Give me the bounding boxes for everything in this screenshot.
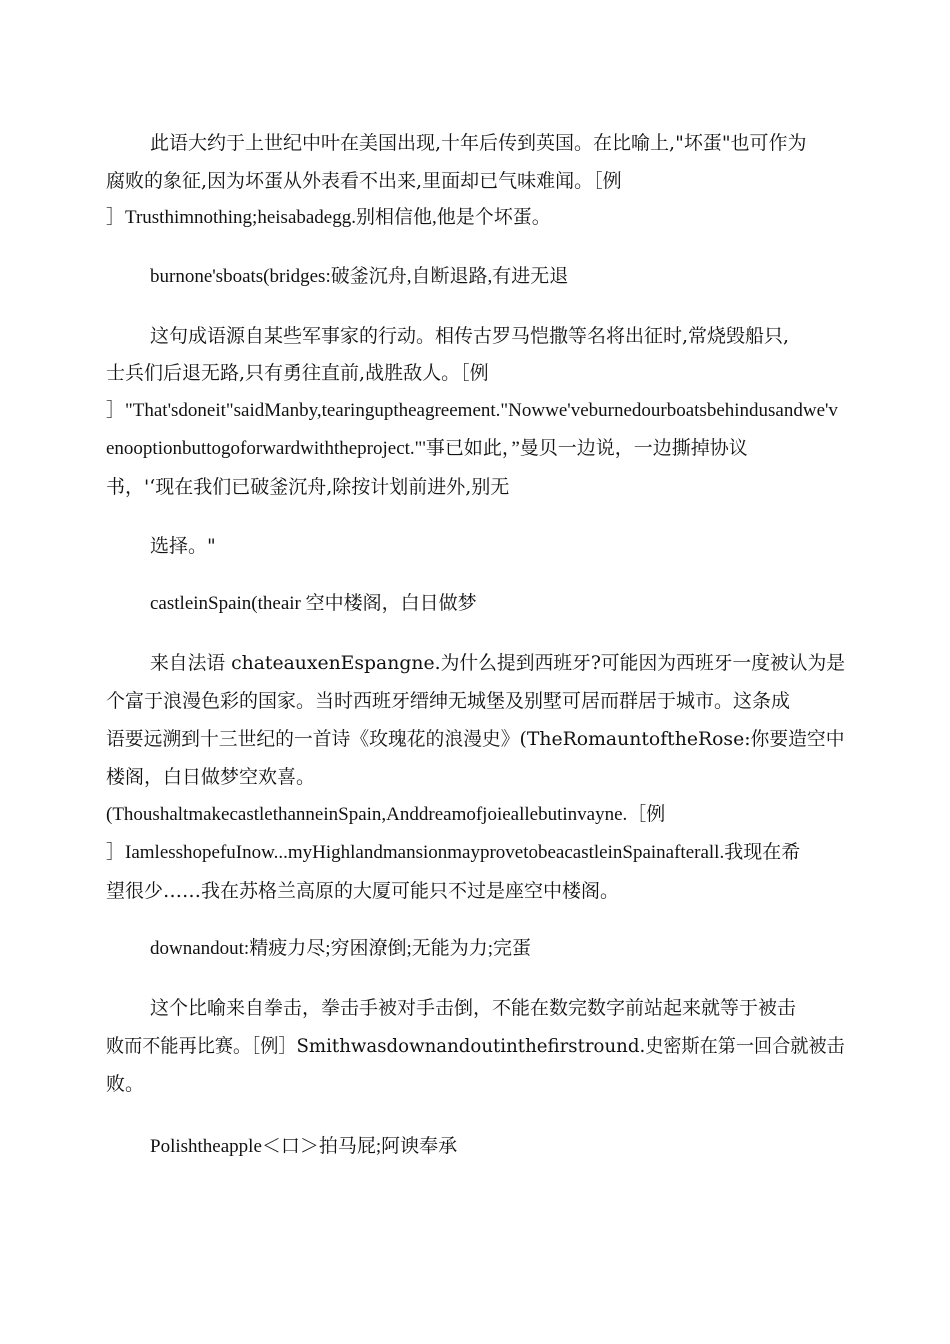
text-line: enooptionbuttogoforwardwiththeproject."'事已如此，”曼贝一边说，一边撕掉协议 (106, 438, 748, 459)
text-line: 腐败的象征,因为坏蛋从外表看不出来,里面却已气味难闻。［例 (106, 170, 622, 192)
heading-line: burnone'sboats(bridges:破釜沉舟,自断退路,有进无退 (150, 266, 569, 287)
text-line: 个富于浪漫色彩的国家。当时西班牙缙绅无城堡及别墅可居而群居于城市。这条成 (106, 690, 791, 712)
heading-line: castleinSpain(theair 空中楼阁，白日做梦 (150, 593, 477, 614)
text-line: 来自法语 chateauxenEspangne.为什么提到西班牙?可能因为西班牙一度被认为是 (150, 652, 846, 674)
text-line: 选择。" (150, 535, 216, 557)
text-line: 望很少……我在苏格兰高原的大厦可能只不过是座空中楼阁。 (106, 880, 620, 902)
text-line: 败。 (106, 1073, 145, 1095)
text-line: (ThoushaltmakecastlethanneinSpain,Anddreamofjoieallebutinvayne.［例 (106, 804, 666, 825)
text-line: 楼阁，白日做梦空欢喜。 (106, 766, 316, 788)
heading-line: downandout:精疲力尽;穷困潦倒;无能为力;完蛋 (150, 938, 532, 959)
text-line: ］Trusthimnothing;heisabadegg.别相信他,他是个坏蛋。 (106, 207, 551, 228)
text-line: 这个比喻来自拳击，拳击手被对手击倒，不能在数完数字前站起来就等于被击 (150, 997, 797, 1019)
heading-line: Polishtheapple＜口＞拍马屁;阿谀奉承 (150, 1136, 458, 1157)
text-line: ］"That'sdoneit"saidManby,tearinguptheagreement."Nowwe'veburnedourboatsbehindusandwe'v (106, 400, 838, 421)
text-line: 书，'‘现在我们已破釜沉舟,除按计划前进外,别无 (106, 476, 510, 498)
text-line: 语要远溯到十三世纪的一首诗《玫瑰花的浪漫史》(TheRomauntoftheRose:你要造空中 (106, 728, 845, 750)
text-line: 败而不能再比赛。［例］Smithwasdownandoutinthefirstround.史密斯在第一回合就被击 (106, 1035, 845, 1057)
text-line: 此语大约于上世纪中叶在美国出现,十年后传到英国。在比喻上,"坏蛋"也可作为 (150, 132, 807, 154)
text-line: 这句成语源自某些军事家的行动。相传古罗马恺撒等名将出征时,常烧毁船只, (150, 325, 790, 347)
text-line: 士兵们后退无路,只有勇往直前,战胜敌人。［例 (106, 362, 489, 384)
text-line: ］IamlesshopefuInow...myHighlandmansionmayprovetobeacastleinSpainafterall.我现在希 (106, 842, 801, 863)
